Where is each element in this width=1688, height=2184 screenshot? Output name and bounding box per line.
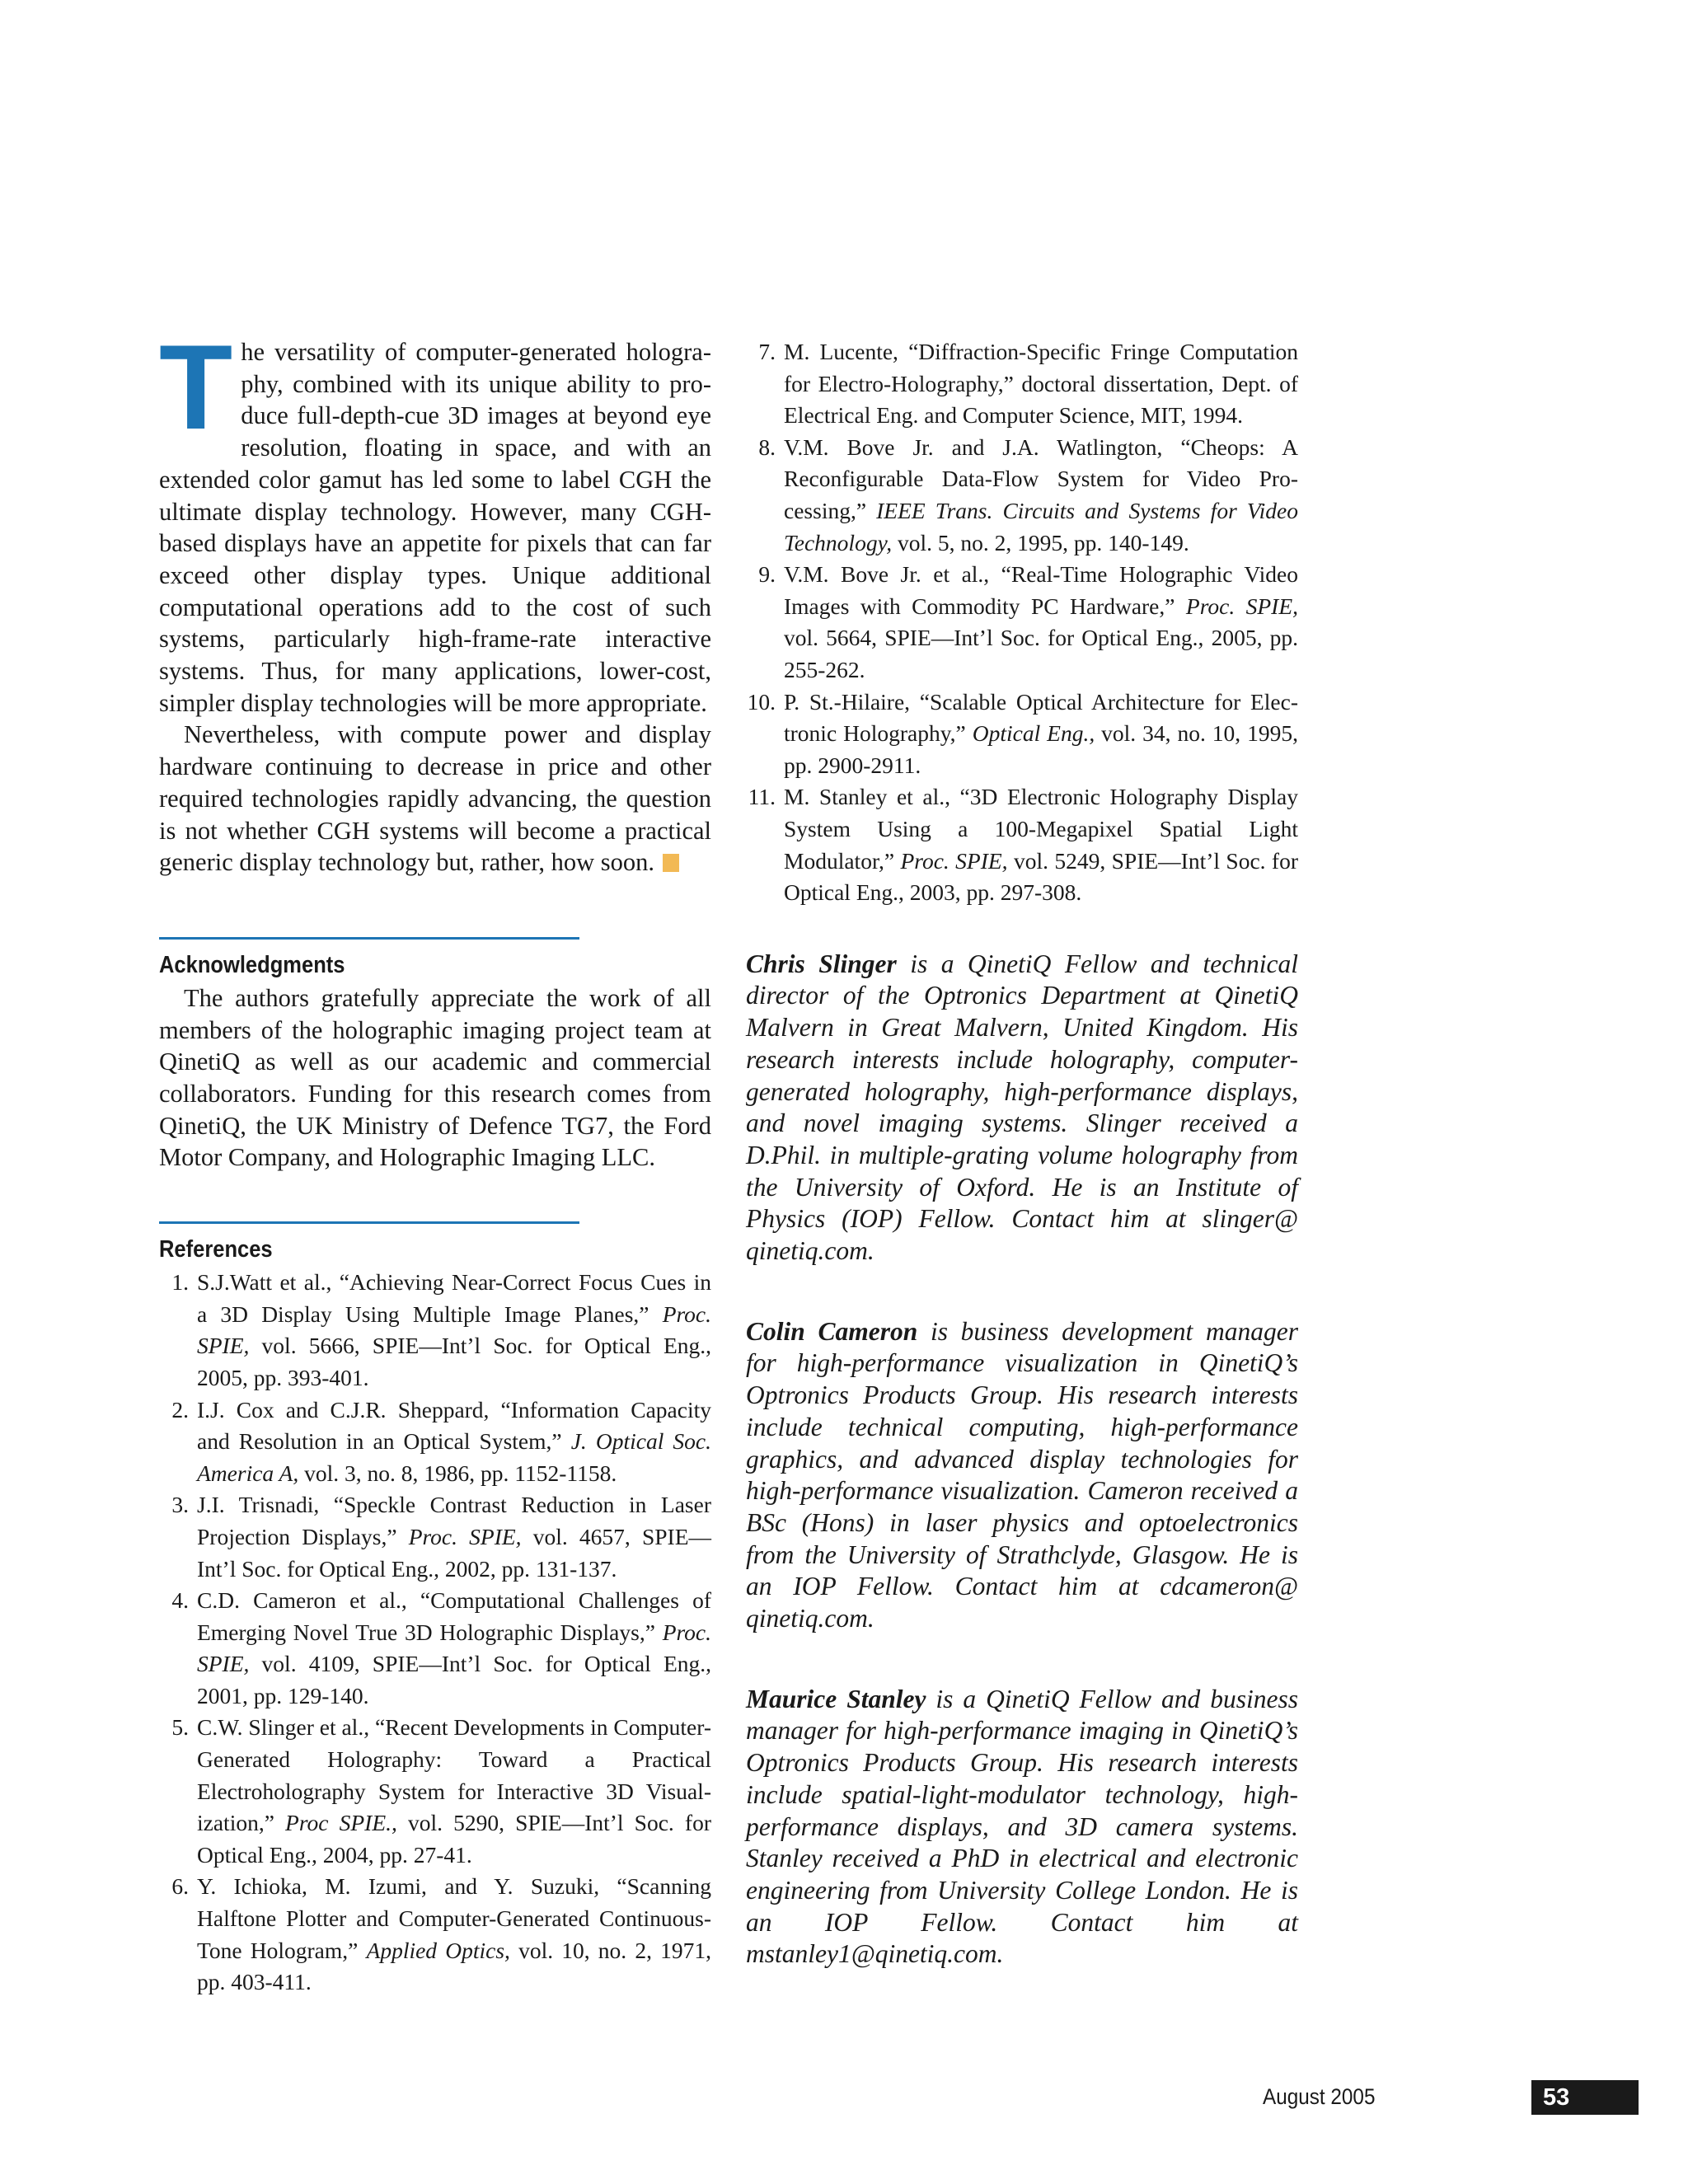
references-rule xyxy=(159,1221,579,1224)
issue-date: August 2005 xyxy=(1263,2084,1376,2109)
drop-cap: T xyxy=(159,320,233,454)
author-bio-text: is business development manager for high-performance visualization in QinetiQ’s Optronics Products Group. His research interests include technical computing, high-performance graphics, and advanced display technologies for high-performance visualization. Cameron received a BSc (Hons) in laser physics and optoelectronics from the University of Strathclyde, Glasgow. He is an IOP Fellow. Contact him at cdcameron@ qinetiq.com. xyxy=(746,1316,1298,1633)
reference-text: M. Lucente, “Diffraction-Specific Fringe Computation for Electro-Holography,” doctoral dissertation, Dept. of Electrical Eng. and Computer Science, MIT, 1994. xyxy=(784,339,1298,429)
author-bio-cameron xyxy=(746,1316,1298,1635)
reference-venue: Proc. SPIE, xyxy=(1185,593,1298,619)
reference-details: vol. 5666, SPIE—Int’l Soc. for Optical Eng., 2005, pp. 393-401. xyxy=(197,1333,711,1390)
acknowledgments-heading: Acknowledgments xyxy=(159,951,345,978)
reference-venue: Proc. SPIE, xyxy=(408,1523,522,1549)
references-heading: References xyxy=(159,1236,273,1263)
reference-number: 3. xyxy=(171,1492,189,1518)
reference-venue: IEEE Trans. Circuits and Systems for Video Technology, xyxy=(784,497,1298,555)
reference-text: V.M. Bove Jr. and J.A. Watlington, “Cheops: A Reconfigurable Data-Flow System for Video Processing,” xyxy=(784,434,1298,523)
page-number: 53 xyxy=(1543,2084,1570,2111)
reference-number: 9. xyxy=(758,561,776,588)
reference-venue: J. Optical Soc. America A, xyxy=(197,1428,711,1486)
reference-details: vol. 5290, SPIE—Int’l Soc. for Optical Eng., 2004, pp. 27-41. xyxy=(197,1810,711,1868)
page-number-box xyxy=(1531,2080,1639,2115)
references-list-continued xyxy=(746,336,1298,909)
reference-text: V.M. Bove Jr. et al., “Real-Time Holographic Video Images with Commodity PC Hardware,” xyxy=(784,561,1298,619)
author-name: Maurice Stanley xyxy=(746,1684,926,1713)
reference-item xyxy=(746,687,1298,782)
reference-venue: Optical Eng., xyxy=(972,720,1095,747)
reference-number: 4. xyxy=(171,1587,189,1614)
intro-paragraph-1 xyxy=(159,320,711,719)
reference-number: 7. xyxy=(758,339,776,364)
reference-item xyxy=(746,336,1298,432)
reference-details: vol. 5664, SPIE—Int’l Soc. for Optical Eng., 2005, pp. 255-262. xyxy=(784,625,1298,682)
left-column xyxy=(159,320,712,1999)
reference-details: vol. 3, no. 8, 1986, pp. 1152-1158. xyxy=(298,1460,617,1486)
acknowledgments-text: The authors gratefully appreciate the work of all members of the holographic imaging project team at QinetiQ as well as our academic and commercial collaborators. Funding for this research comes from QinetiQ, the UK Ministry of Defence TG7, the Ford Motor Company, and Holographic Imaging LLC. xyxy=(159,983,711,1172)
author-bio-text: is a QinetiQ Fellow and technical director of the Optronics Department at QinetiQ Malvern in Great Malvern, United Kingdom. His research interests include holography, computer-generated holography, high-performance displays, and novel imaging systems. Slinger received a D.Phil. in multiple-grating volume holography from the University of Oxford. He is an Institute of Physics (IOP) Fellow. Contact him at slinger@ qinetiq.com. xyxy=(746,949,1298,1266)
intro-paragraph-2 xyxy=(159,719,711,879)
intro-paragraph-1-text: he versatility of computer-generated holography, combined with its unique ability to produce full-depth-cue 3D images at beyond eye resolution, floating in space, and with an extended color gamut has led some to label CGH the ultimate display technology. However, many CGH-based displays have an appetite for pixels that can far exceed other display types. Unique additional computational operations add to the cost of such systems, particularly high-frame-rate interactive systems. Thus, for many applications, lower-cost, simpler display technologies will be more appropriate. xyxy=(159,338,711,717)
reference-venue: Applied Optics, xyxy=(366,1937,510,1963)
reference-item xyxy=(159,1489,711,1585)
reference-number: 2. xyxy=(171,1396,189,1422)
reference-item xyxy=(746,432,1298,559)
reference-details: vol. 10, no. 2, 1971, pp. 403-411. xyxy=(197,1937,712,1995)
reference-number: 1. xyxy=(171,1269,189,1296)
author-bio-slinger xyxy=(746,949,1298,1268)
reference-number: 11. xyxy=(748,784,776,810)
reference-text: M. Stanley et al., “3D Electronic Holography Display System Using a 100-Megapixel Spatial Light Modulator,” xyxy=(784,784,1298,874)
reference-item xyxy=(159,1871,711,1998)
reference-details: vol. 5, no. 2, 1995, pp. 140-149. xyxy=(892,529,1189,555)
end-of-article-icon xyxy=(663,854,679,872)
reference-text: C.D. Cameron et al., “Computational Challenges of Emerging Novel True 3D Holographic Displays,” xyxy=(197,1587,711,1645)
reference-item xyxy=(746,781,1298,908)
intro-paragraph-2-text: Nevertheless, with compute power and display hardware continuing to decrease in price and other required technologies rapidly advancing, the question is not whether CGH systems will become a practical generic display technology but, rather, how soon. xyxy=(159,720,711,877)
author-name: Colin Cameron xyxy=(746,1316,918,1346)
reference-details: vol. 4109, SPIE—Int’l Soc. for Optical Eng., 2001, pp. 129-140. xyxy=(197,1651,711,1708)
author-bio-stanley xyxy=(746,1684,1298,1971)
reference-item xyxy=(159,1585,711,1712)
reference-venue: Proc. SPIE, xyxy=(197,1301,711,1359)
reference-number: 6. xyxy=(171,1873,189,1900)
reference-item xyxy=(159,1267,711,1394)
reference-details: vol. 34, no. 10, 1995, pp. 2900-2911. xyxy=(784,720,1298,778)
references-list xyxy=(159,1267,711,1999)
reference-text: P. St.-Hilaire, “Scalable Optical Architecture for Electronic Holography,” xyxy=(784,688,1298,747)
reference-text: Y. Ichioka, M. Izumi, and Y. Suzuki, “Scanning Halftone Plotter and Computer-Generated Continuous-Tone Hologram,” xyxy=(197,1873,711,1963)
reference-text: J.I. Trisnadi, “Speckle Contrast Reduction in Laser Projection Displays,” xyxy=(197,1492,711,1549)
reference-number: 5. xyxy=(171,1714,189,1741)
reference-venue: Proc. SPIE, xyxy=(900,847,1008,874)
reference-number: 10. xyxy=(747,688,776,715)
reference-item xyxy=(159,1712,711,1871)
reference-item xyxy=(746,559,1298,686)
reference-venue: Proc. SPIE, xyxy=(197,1619,711,1677)
author-bio-text: is a QinetiQ Fellow and business manager for high-performance imaging in QinetiQ’s Optronics Products Group. His research interests include spatial-light-modulator technology, high-performance displays, and 3D camera systems. Stanley received a PhD in electrical and electronic engineering from University College London. He is an IOP Fellow. Contact him at mstanley1@qinetiq.com. xyxy=(746,1684,1298,1969)
right-column xyxy=(746,336,1298,1971)
author-name: Chris Slinger xyxy=(746,949,897,978)
reference-details: vol. 5249, SPIE—Int’l Soc. for Optical Eng., 2003, pp. 297-308. xyxy=(784,847,1298,906)
acknowledgments-rule xyxy=(159,937,579,940)
reference-number: 8. xyxy=(758,434,776,460)
reference-item xyxy=(159,1394,711,1490)
reference-details: vol. 4657, SPIE—Int’l Soc. for Optical Eng., 2002, pp. 131-137. xyxy=(197,1523,711,1582)
reference-venue: Proc SPIE., xyxy=(285,1810,397,1836)
reference-text: C.W. Slinger et al., “Recent Developments in Computer-Generated Holography: Toward a Practical Electroholography System for Interactive 3D Visualization,” xyxy=(197,1714,711,1836)
reference-text: S.J.Watt et al., “Achieving Near-Correct Focus Cues in a 3D Display Using Multiple Image Planes,” xyxy=(197,1269,711,1327)
reference-text: I.J. Cox and C.J.R. Sheppard, “Information Capacity and Resolution in an Optical System,” xyxy=(197,1396,711,1455)
